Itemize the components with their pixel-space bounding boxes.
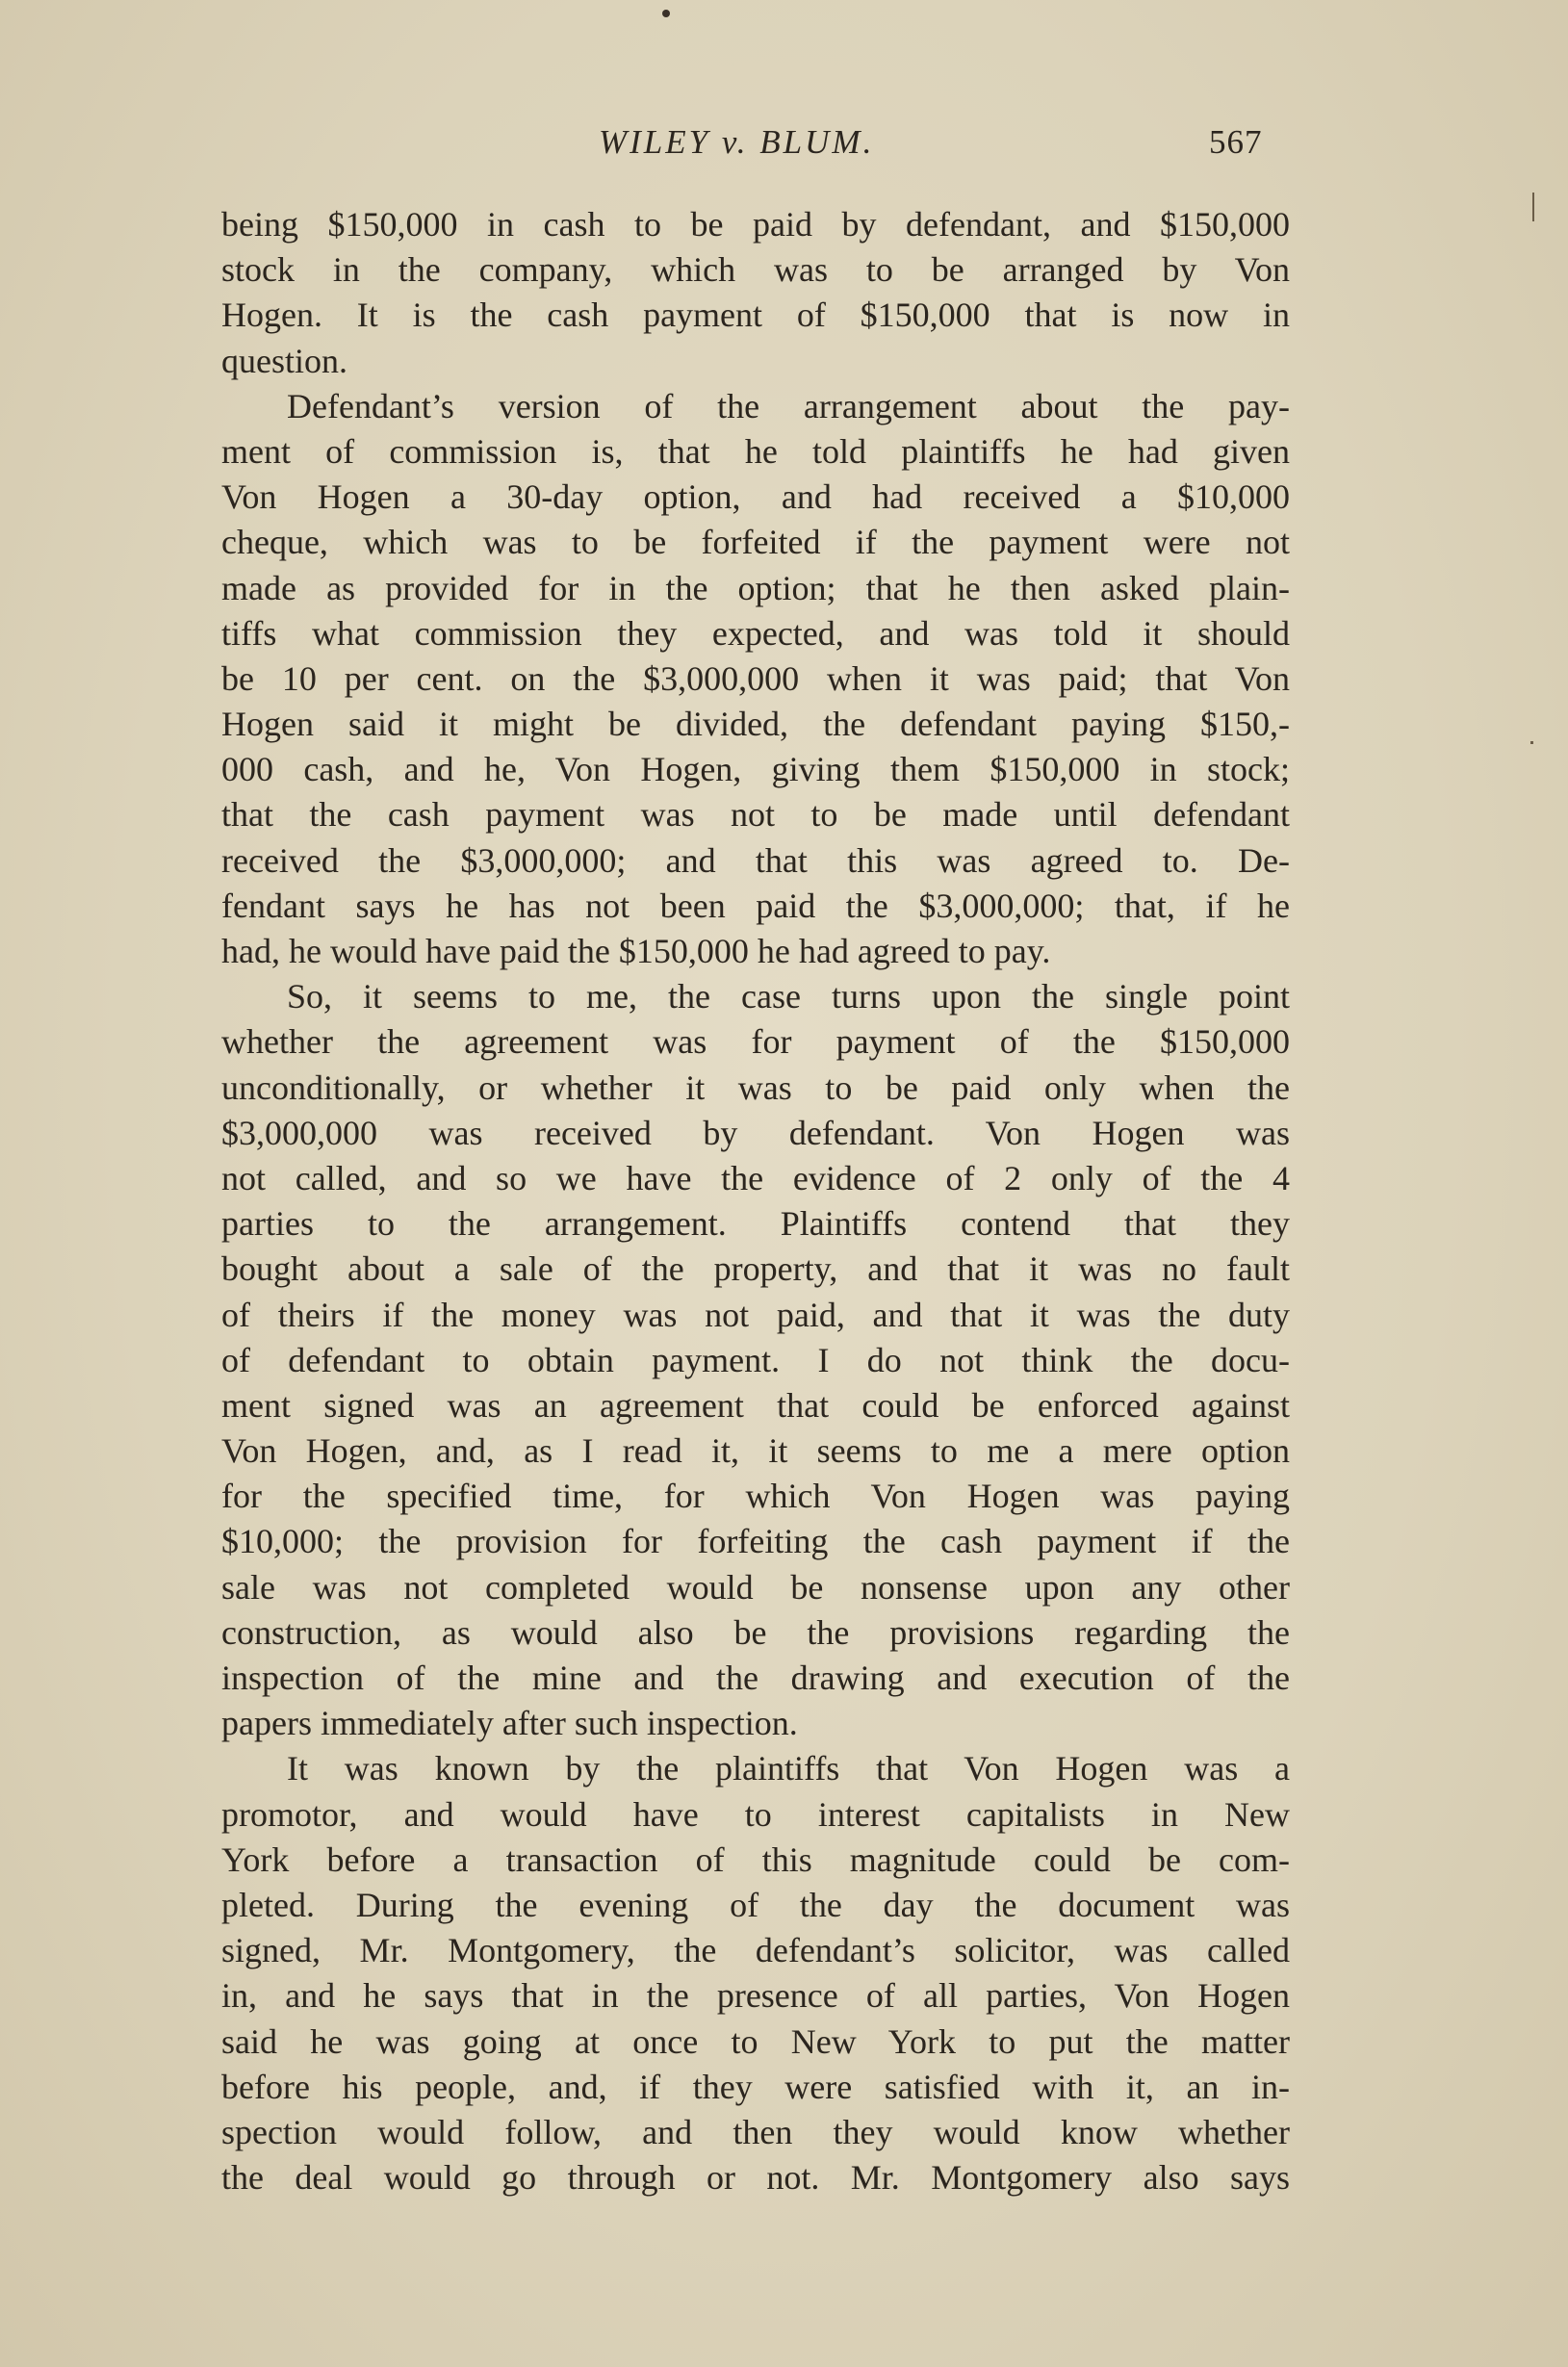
text-line: made as provided for in the option; that he then asked plain- [221, 568, 1290, 607]
text-line: had, he would have paid the $150,000 he had agreed to pay. [221, 932, 1051, 970]
text-line: $10,000; the provision for forfeiting the cash payment if the [221, 1522, 1290, 1561]
text-line: in, and he says that in the presence of all parties, Von Hogen [221, 1976, 1290, 2016]
text-line: bought about a sale of the property, and that it was no fault [221, 1249, 1290, 1289]
text-line: Von Hogen, and, as I read it, it seems to me a mere option [221, 1431, 1290, 1471]
margin-mark [1532, 193, 1534, 221]
text-line: of defendant to obtain payment. I do not think the docu- [221, 1340, 1290, 1379]
text-line: ment of commission is, that he told plaintiffs he had given [221, 431, 1290, 471]
margin-mark [1530, 741, 1533, 744]
text-line: whether the agreement was for payment of the $150,000 [221, 1022, 1290, 1062]
text-line: York before a transaction of this magnitude could be com- [221, 1840, 1290, 1879]
text-line: So, it seems to me, the case turns upon the single point [287, 977, 1290, 1016]
text-line: question. [221, 341, 347, 380]
text-line: before his people, and, if they were satisfied with it, an in- [221, 2067, 1290, 2106]
text-line: construction, as would also be the provisions regarding the [221, 1612, 1290, 1652]
text-line: the deal would go through or not. Mr. Montgomery also says [221, 2158, 1290, 2198]
ink-speck [662, 10, 670, 17]
page-header [0, 123, 1568, 171]
text-line: that the cash payment was not to be made until defendant [221, 795, 1290, 835]
text-line: being $150,000 in cash to be paid by defendant, and $150,000 [221, 205, 1290, 244]
text-line: signed, Mr. Montgomery, the defendant’s solicitor, was called [221, 1931, 1290, 1970]
text-line: unconditionally, or whether it was to be paid only when the [221, 1068, 1290, 1107]
page-number: 567 [1209, 123, 1263, 161]
text-line: promotor, and would have to interest capitalists in New [221, 1794, 1290, 1834]
text-line: be 10 per cent. on the $3,000,000 when it was paid; that Von [221, 658, 1290, 698]
text-line: ment signed was an agreement that could be enforced against [221, 1385, 1290, 1425]
text-line: not called, and so we have the evidence of 2 only of the 4 [221, 1158, 1290, 1197]
text-line: stock in the company, which was to be arranged by Von [221, 250, 1290, 290]
text-line: spection would follow, and then they would know whether [221, 2112, 1290, 2151]
text-line: of theirs if the money was not paid, and that it was the duty [221, 1295, 1290, 1334]
text-line: for the specified time, for which Von Hogen was paying [221, 1477, 1290, 1516]
text-line: fendant says he has not been paid the $3,000,000; that, if he [221, 886, 1290, 925]
text-line: Von Hogen a 30-day option, and had received a $10,000 [221, 477, 1290, 517]
running-head: WILEY v. BLUM. [599, 123, 875, 161]
text-line: said he was going at once to New York to put the matter [221, 2021, 1290, 2061]
text-line: cheque, which was to be forfeited if the payment were not [221, 523, 1290, 562]
text-line: parties to the arrangement. Plaintiffs contend that they [221, 1204, 1290, 1244]
text-line: $3,000,000 was received by defendant. Von Hogen was [221, 1113, 1290, 1152]
text-line: pleted. During the evening of the day the document was [221, 1885, 1290, 1924]
text-line: tiffs what commission they expected, and was told it should [221, 613, 1290, 653]
text-line: Defendant’s version of the arrangement about the pay- [287, 386, 1290, 425]
text-line: Hogen. It is the cash payment of $150,000 that is now in [221, 296, 1290, 335]
text-line: received the $3,000,000; and that this was agreed to. De- [221, 840, 1290, 880]
text-line: Hogen said it might be divided, the defendant paying $150,- [221, 705, 1290, 744]
text-line: 000 cash, and he, Von Hogen, giving them $150,000 in stock; [221, 750, 1290, 789]
body-text [221, 202, 1290, 2200]
text-line: It was known by the plaintiffs that Von Hogen was a [287, 1749, 1290, 1788]
text-line: inspection of the mine and the drawing and execution of the [221, 1659, 1290, 1697]
text-line: papers immediately after such inspection. [221, 1704, 798, 1743]
text-line: sale was not completed would be nonsense upon any other [221, 1567, 1290, 1607]
